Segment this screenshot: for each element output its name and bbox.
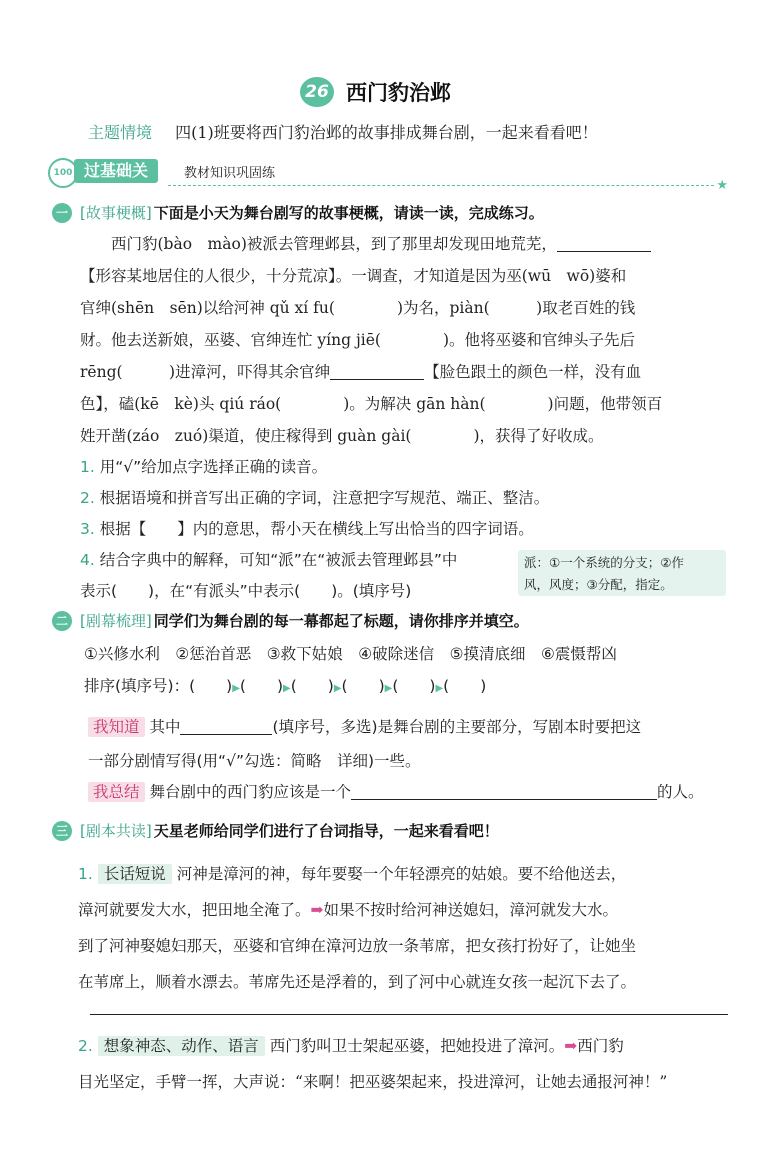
section-3-header — [52, 820, 499, 841]
section-number-badge: 三 — [52, 821, 72, 841]
section-tag: [故事梗概] — [80, 204, 152, 222]
script-line: 到了河神娶媳妇那天，巫婆和官绅在漳河边放一条苇席，把女孩打扮好了，让她坐 — [78, 937, 637, 955]
answer-blank[interactable] — [351, 781, 657, 800]
theme-label: 主题情境 — [88, 123, 153, 142]
know-tag: 我知道 — [88, 717, 145, 737]
story-summary — [80, 228, 730, 452]
arrow-icon: ▶ — [384, 683, 393, 694]
banner-subtitle: 教材知识巩固练 — [184, 166, 276, 181]
script-line: 2. 想象神态、动作、语言 西门豹叫卫士架起巫婆，把她投进了漳河。➡西门豹 — [78, 1037, 624, 1055]
score-badge-icon: 100 — [48, 158, 78, 188]
dictionary-line: 派：①一个系统的分支；②作 — [524, 555, 684, 570]
lesson-title: 西门豹治邺 — [346, 81, 451, 105]
lesson-header — [300, 72, 451, 112]
section-number-badge: 二 — [52, 611, 72, 631]
arrow-icon: ▶ — [333, 683, 342, 694]
theme-row — [88, 120, 598, 143]
question-item: 1. 用“√”给加点字选择正确的读音。 — [80, 458, 328, 476]
arrow-icon: ➡ — [564, 1037, 578, 1055]
answer-line[interactable] — [90, 1014, 728, 1015]
arrow-icon: ▶ — [435, 683, 444, 694]
order-label: 排序(填序号)： — [84, 677, 190, 695]
order-row: 排序(填序号)：( )▶( )▶( )▶( )▶( )▶( ) — [84, 677, 487, 695]
banner-tag: 过基础关 — [74, 159, 158, 183]
know-block — [88, 710, 738, 778]
theme-text: 四(1)班要将西门豹治邺的故事排成舞台剧，一起来看看吧！ — [175, 123, 598, 142]
know-line: 我知道 其中 (填序号，多选)是舞台剧的主要部分，写剧本时要把这 — [88, 710, 738, 744]
section-1-header — [52, 202, 544, 223]
script-line: 在苇席上，顺着水漂去。苇席先还是浮着的，到了河中心就连女孩一起沉下去了。 — [78, 973, 637, 991]
script-q2 — [78, 1028, 730, 1100]
star-icon: ★ — [716, 178, 728, 193]
section-tag: [剧幕梳理] — [80, 612, 152, 630]
summary-line: 官绅(shēn sēn)以给河神 qǔ xí fu( )为名，piàn( )取老百姓的钱 — [80, 299, 636, 317]
question-item: 3. 根据【 】内的意思，帮小天在横线上写出恰当的四字词语。 — [80, 520, 534, 538]
summary-line: rēng( )进漳河，吓得其余官绅 【脸色跟土的颜色一样，没有血 — [80, 363, 642, 381]
summary-line: 姓开凿(záo zuó)渠道，使庄稼得到 guàn gài( )，获得了好收成。 — [80, 427, 604, 445]
question-item: 4. 结合字典中的解释，可知“派”在“被派去管理邺县”中 — [80, 551, 458, 569]
skill-tag: 长话短说 — [98, 864, 172, 884]
section-tag: [剧本共读] — [80, 822, 152, 840]
act-titles: ①兴修水利 ②惩治首恶 ③救下姑娘 ④破除迷信 ⑤摸清底细 ⑥震慑帮凶 — [84, 645, 617, 663]
summary-tag: 我总结 — [88, 782, 145, 802]
skill-tag: 想象神态、动作、语言 — [98, 1036, 265, 1056]
section-instruction: 天星老师给同学们进行了台词指导，一起来看看吧！ — [153, 822, 499, 840]
summary-row: 我总结 舞台剧中的西门豹应该是一个 的人。 — [88, 780, 703, 802]
summary-line: 【形容某地居住的人很少，十分荒凉】。一调查，才知道是因为巫(wū wō)婆和 — [80, 267, 627, 285]
section-instruction: 下面是小天为舞台剧写的故事梗概，请读一读，完成练习。 — [153, 204, 544, 222]
section-1-questions — [80, 452, 549, 607]
section-number-badge: 一 — [52, 203, 72, 223]
summary-line: 财。他去送新娘，巫婆、官绅连忙 yíng jiē( )。他将巫婆和官绅头子先后 — [80, 331, 636, 349]
arrow-icon: ▶ — [283, 683, 291, 694]
question-item-cont: 表示( )，在“有派头”中表示( )。(填序号) — [80, 582, 412, 600]
script-line: 漳河就要发大水，把田地全淹了。➡如果不按时给河神送媳妇，漳河就发大水。 — [78, 901, 619, 919]
arrow-icon: ➡ — [310, 901, 324, 919]
script-line: 目光坚定，手臂一挥，大声说：“来啊！把巫婆架起来，投进漳河，让她去通报河神！” — [78, 1073, 668, 1091]
question-item: 2. 根据语境和拼音写出正确的字词，注意把字写规范、端正、整洁。 — [80, 489, 550, 507]
lesson-number-badge: 26 — [300, 77, 334, 107]
dictionary-box — [518, 550, 726, 596]
summary-line: 色】，磕(kē kè)头 qiú ráo( )。为解决 gān hàn( )问题，他带领百 — [80, 395, 663, 413]
script-q1 — [78, 856, 730, 1000]
section-instruction: 同学们为舞台剧的每一幕都起了标题，请你排序并填空。 — [153, 612, 529, 630]
dictionary-line: 风，风度；③分配，指定。 — [524, 577, 673, 592]
section-2-header — [52, 610, 529, 631]
summary-line: 西门豹(bào mào)被派去管理邺县，到了那里却发现田地荒芜， — [80, 228, 730, 260]
script-line: 1. 长话短说 河神是漳河的神，每年要娶一个年轻漂亮的姑娘。要不给他送去， — [78, 865, 627, 883]
answer-blank[interactable] — [180, 716, 272, 735]
answer-blank[interactable] — [557, 233, 651, 252]
know-line: 一部分剧情写得(用“√”勾选：简略 详细)一些。 — [88, 752, 421, 770]
arrow-icon: ▶ — [232, 683, 240, 694]
banner-divider — [168, 185, 714, 186]
basics-banner — [48, 158, 728, 193]
answer-blank[interactable] — [330, 361, 424, 380]
